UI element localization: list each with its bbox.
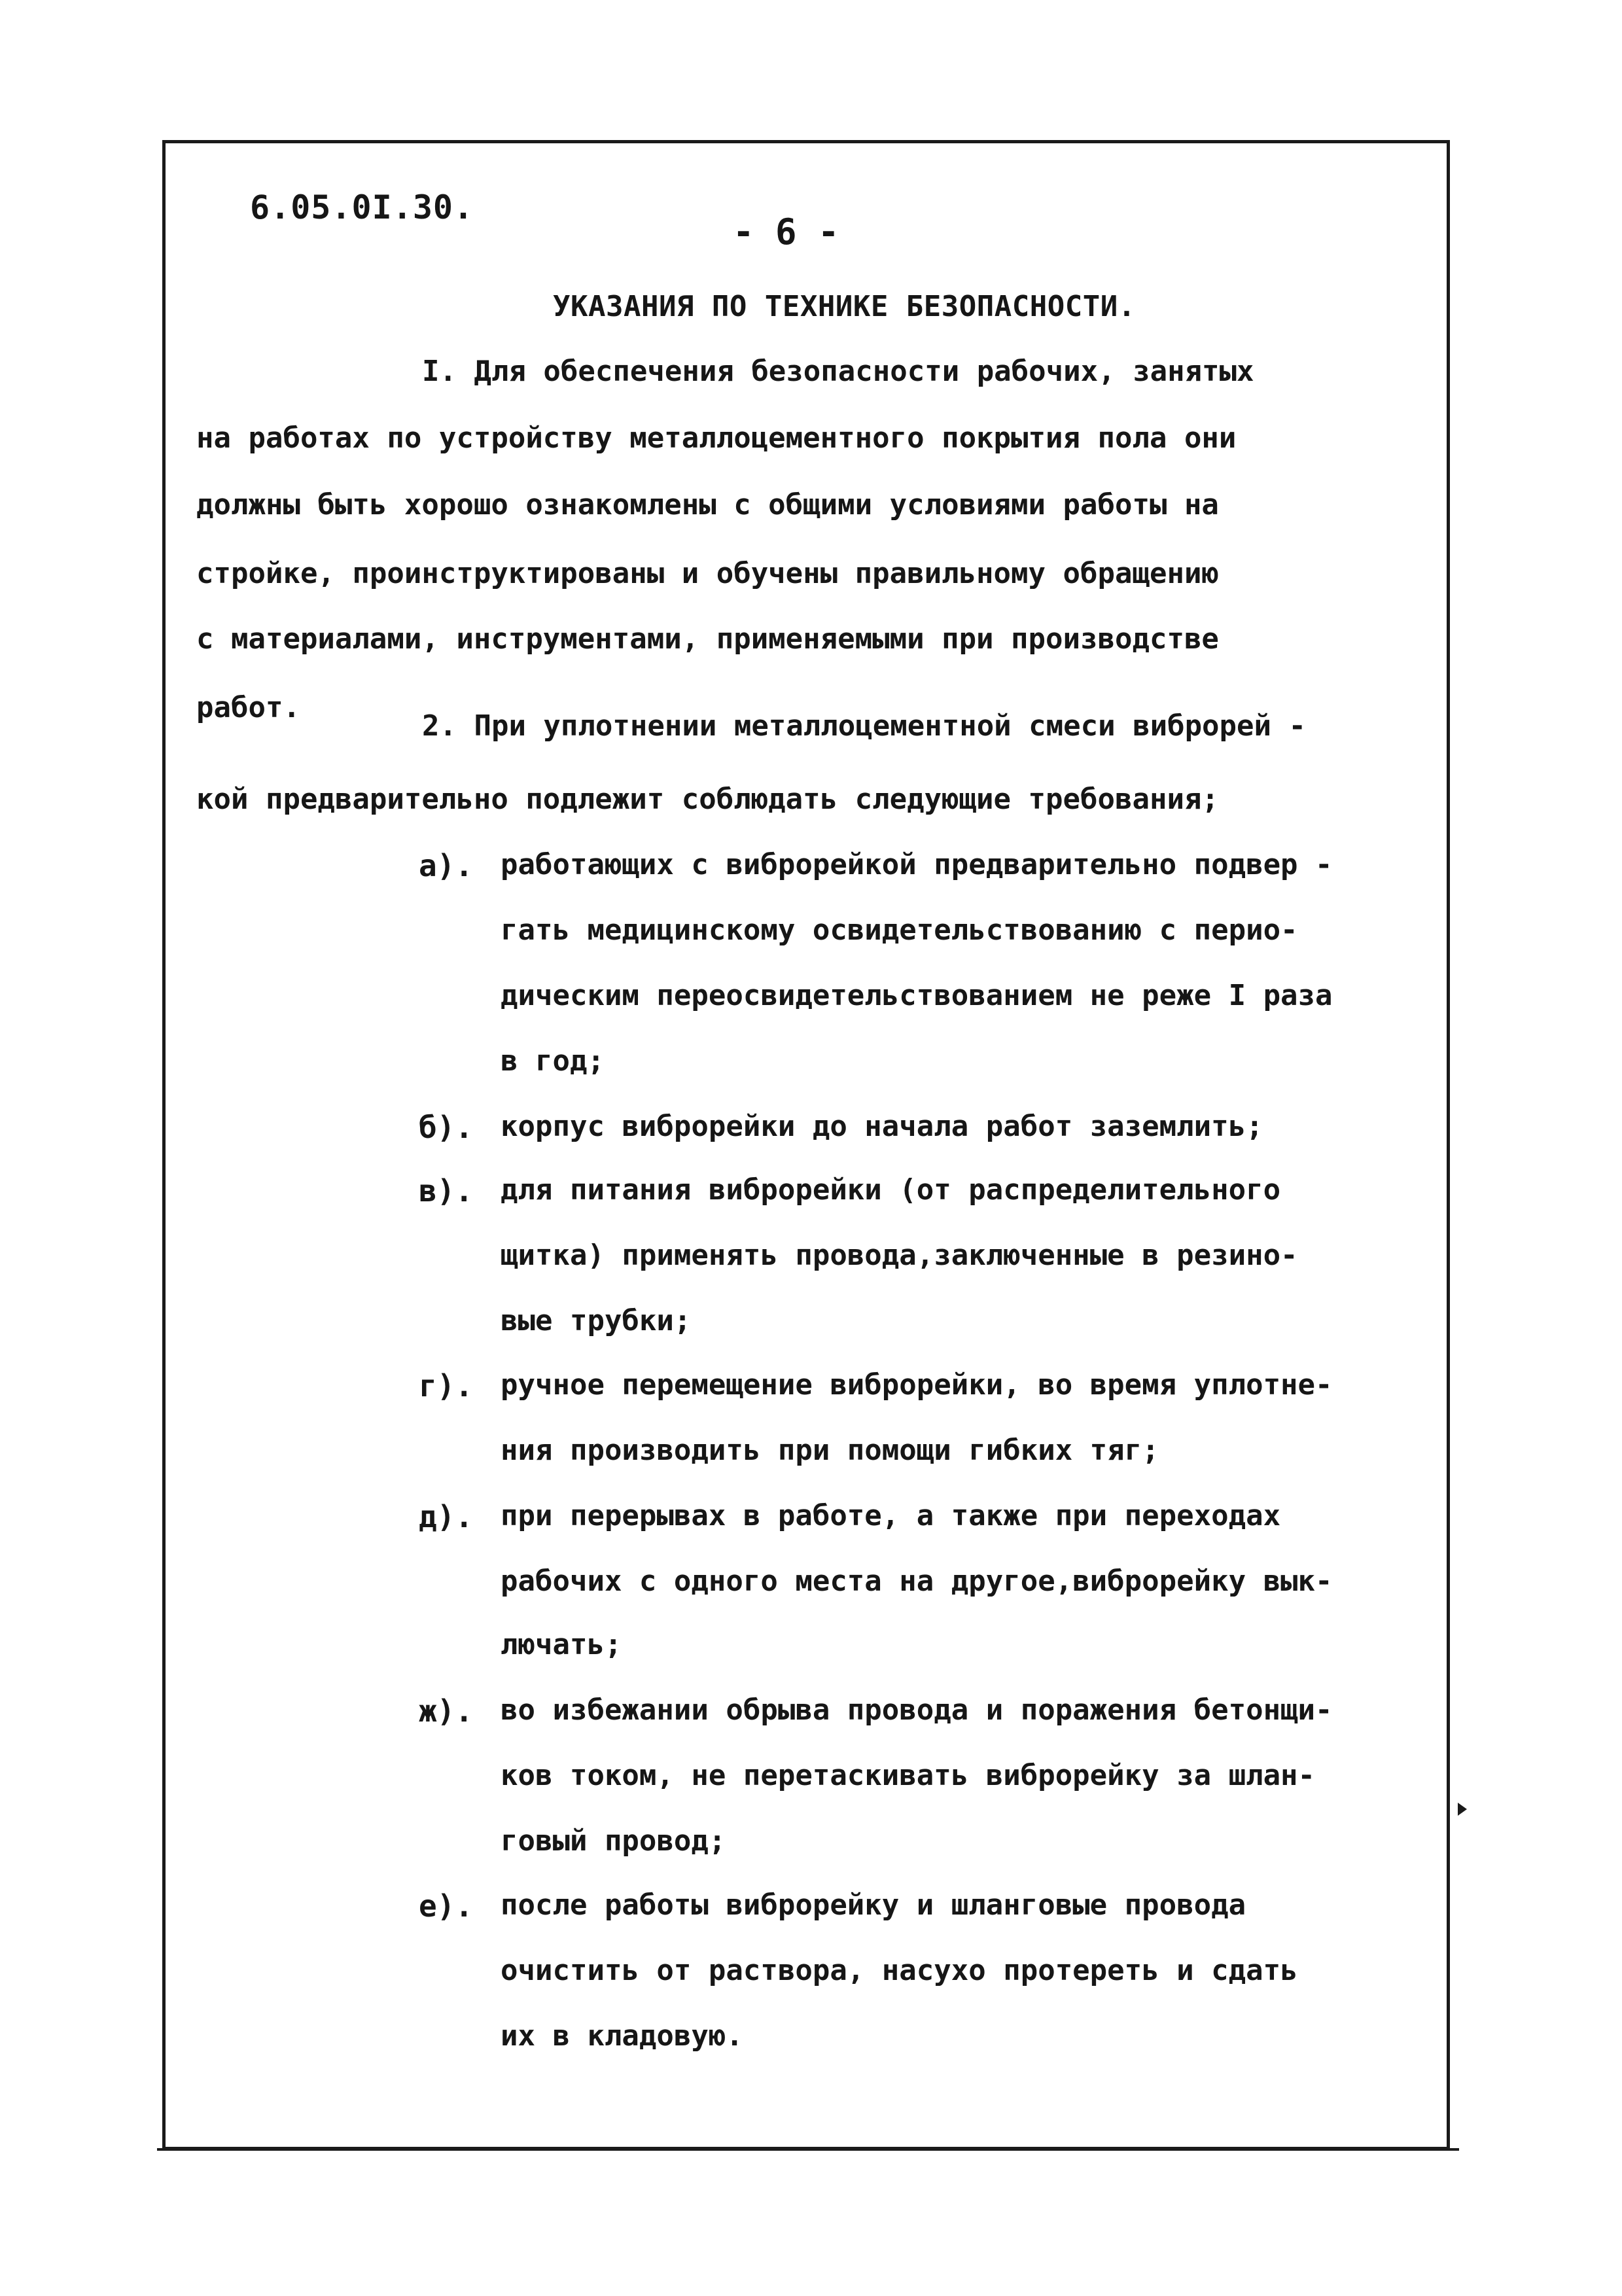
item-line: вые трубки; [501, 1304, 692, 1337]
paragraph-line: с материалами, инструментами, применяемыми при производстве [196, 622, 1219, 656]
paragraph-line: кой предварительно подлежит соблюдать следующие требования; [196, 783, 1219, 816]
document-code: 6.05.0I.30. [250, 188, 474, 226]
item-line: работающих с виброрейкой предварительно подвер - [501, 848, 1333, 881]
item-line: рабочих с одного места на другое,виброрейку вык- [501, 1564, 1333, 1598]
item-label: а). [419, 848, 474, 883]
item-line: в год; [501, 1044, 605, 1078]
paragraph-line: должны быть хорошо ознакомлены с общими условиями работы на [196, 488, 1219, 521]
item-line: лючать; [501, 1628, 622, 1661]
item-label: г). [419, 1368, 474, 1404]
item-label: б). [419, 1110, 474, 1145]
item-line: их в кладовую. [501, 2019, 743, 2053]
item-line: ручное перемещение виброрейки, во время уплотне- [501, 1368, 1333, 1402]
paragraph-line: работ. [196, 691, 300, 724]
item-line: гать медицинскому освидетельствованию с перио- [501, 913, 1298, 947]
section-title: УКАЗАНИЯ ПО ТЕХНИКЕ БЕЗОПАСНОСТИ. [553, 290, 1136, 323]
page-border-bottom [157, 2148, 1459, 2151]
page-number: - 6 - [733, 211, 839, 253]
item-line: корпус виброрейки до начала работ заземлить; [501, 1110, 1263, 1143]
item-line: во избежании обрыва провода и поражения бетонщи- [501, 1693, 1333, 1727]
item-line: дическим переосвидетельствованием не реже I раза [501, 979, 1333, 1012]
item-line: для питания виброрейки (от распределительного [501, 1173, 1281, 1207]
item-line: говый провод; [501, 1824, 726, 1858]
margin-arrow-mark [1458, 1803, 1467, 1816]
item-line: ния производить при помощи гибких тяг; [501, 1434, 1159, 1467]
item-line: при перерывах в работе, а также при переходах [501, 1499, 1281, 1532]
paragraph-line: на работах по устройству металлоцементного покрытия пола они [196, 421, 1237, 455]
item-label: в). [419, 1173, 474, 1209]
item-line: щитка) применять провода,заключенные в резино- [501, 1239, 1298, 1272]
item-line: после работы виброрейку и шланговые провода [501, 1888, 1246, 1922]
item-label: е). [419, 1888, 474, 1924]
paragraph-line: I. Для обеспечения безопасности рабочих, занятых [422, 355, 1254, 388]
paragraph-line: 2. При уплотнении металлоцементной смеси виброрей - [422, 709, 1307, 743]
item-line: очистить от раствора, насухо протереть и сдать [501, 1954, 1298, 1987]
item-label: д). [419, 1499, 474, 1534]
item-line: ков током, не перетаскивать виброрейку за шлан- [501, 1759, 1316, 1792]
item-label: ж). [419, 1693, 474, 1729]
paragraph-line: стройке, проинструктированы и обучены правильному обращению [196, 557, 1219, 590]
